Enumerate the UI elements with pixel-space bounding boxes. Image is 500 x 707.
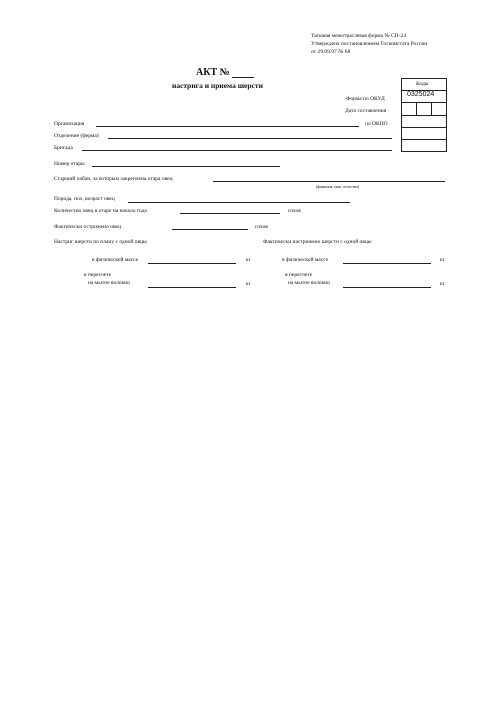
act-subtitle: настрига и приема шерсти	[172, 81, 263, 90]
department-input[interactable]	[108, 138, 392, 139]
senior-shepherd-label: Старший чабан, за которым закреплена отара овец	[54, 176, 173, 182]
fact-recalc-input[interactable]	[343, 287, 431, 288]
plan-phys-mass-input[interactable]	[148, 263, 236, 264]
name-hint: (фамилия, имя, отчество)	[316, 184, 360, 189]
plan-recalc-label-1: в пересчете	[84, 272, 112, 278]
kg-unit-4: кг	[440, 281, 445, 287]
okud-code: 0325024	[407, 91, 435, 98]
date-cell-divider-2	[431, 102, 432, 115]
plan-phys-mass-label: в физической массе	[92, 257, 139, 263]
breed-label: Порода, пол, возраст овец	[54, 196, 115, 202]
brigade-input[interactable]	[82, 150, 392, 151]
fact-phys-mass-input[interactable]	[343, 263, 431, 264]
brigade-label: Бригада	[54, 145, 73, 151]
codes-divider-2	[401, 102, 447, 103]
form-approval-line: Утверждена постановлением Госкомстата России	[311, 41, 428, 47]
codes-divider-5	[401, 139, 447, 140]
form-approval-date-line: от 29.09.97 № 68	[311, 49, 351, 55]
form-type-line: Типовая межотраслевая форма № СП-24	[311, 33, 406, 39]
date-cell-divider-1	[416, 102, 417, 115]
organization-input[interactable]	[96, 126, 359, 127]
codes-header: Коды	[416, 81, 429, 87]
organization-label: Организация	[54, 121, 85, 127]
department-label: Отделение (ферма)	[54, 133, 99, 139]
kg-unit-2: кг	[440, 257, 445, 263]
date-label: Дата составления	[345, 108, 387, 114]
sheep-count-label: Количество овец в отаре на начало года	[54, 208, 147, 214]
act-title: АКТ №	[196, 67, 230, 78]
sheared-label: Фактически острижено овец	[54, 224, 121, 230]
flock-number-input[interactable]	[92, 166, 280, 167]
kg-unit-3: кг	[246, 281, 251, 287]
fact-phys-mass-label: в физической массе	[282, 257, 329, 263]
act-number-input[interactable]	[232, 77, 254, 78]
flock-number-label: Номер отары	[54, 161, 85, 167]
kg-unit-1: кг	[246, 257, 251, 263]
plan-title: Настриг шерсти по плану с одной овцы	[54, 239, 147, 245]
fact-recalc-label-1: в пересчете	[285, 272, 313, 278]
plan-recalc-label-2: на мытое волокно	[88, 280, 130, 286]
senior-shepherd-input[interactable]	[213, 181, 445, 182]
fact-recalc-label-2: на мытое волокно	[288, 280, 330, 286]
okud-label: Форма по ОКУД	[346, 96, 385, 102]
heads-unit-2: голов	[255, 224, 268, 230]
codes-divider-4	[401, 127, 447, 128]
codes-divider-3	[401, 115, 447, 116]
heads-unit-1: голов	[288, 208, 301, 214]
okpo-label: по ОКПО	[365, 121, 388, 127]
fact-title: Фактически настрижено шерсти с одной овцы	[263, 239, 372, 245]
plan-recalc-input[interactable]	[148, 287, 236, 288]
breed-input[interactable]	[128, 202, 350, 203]
sheep-count-input[interactable]	[180, 213, 280, 214]
sheared-input[interactable]	[172, 229, 248, 230]
